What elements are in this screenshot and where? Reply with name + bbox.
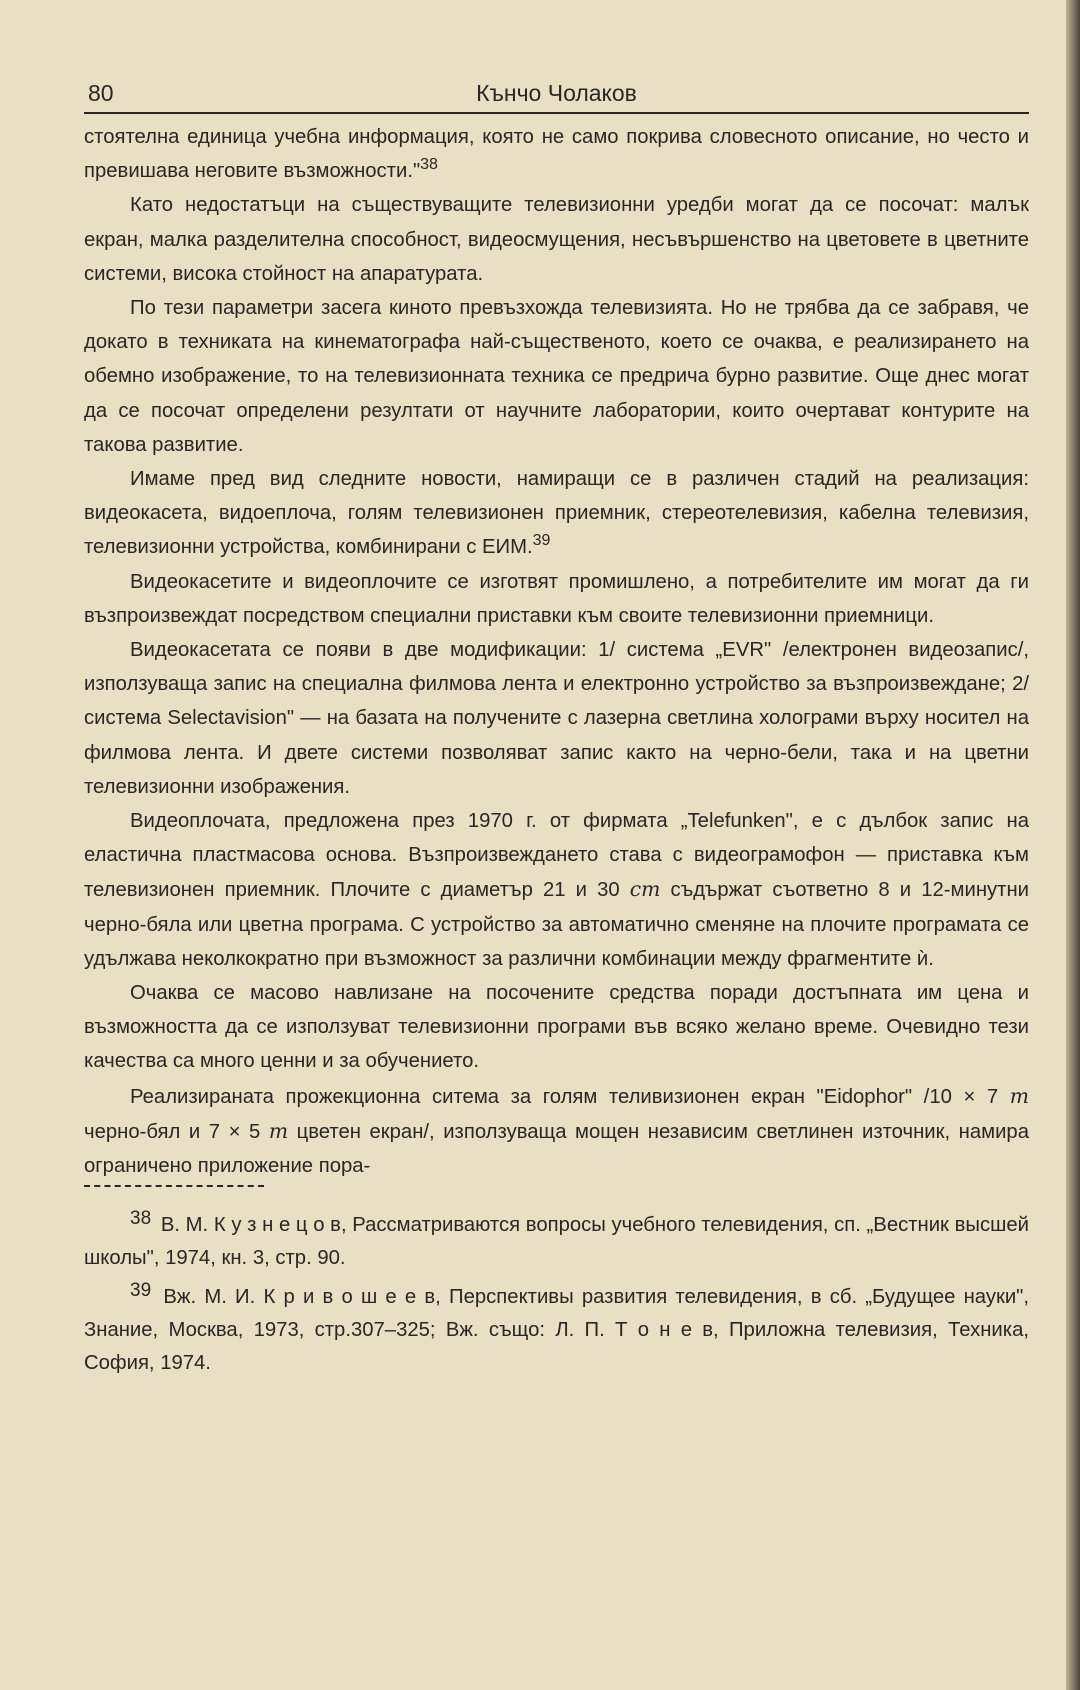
footnote-number: 39 bbox=[130, 1280, 152, 1302]
body-text bbox=[84, 120, 1029, 1183]
footnote-ref-39: 39 bbox=[532, 532, 551, 550]
unit-m: m bbox=[1009, 1083, 1029, 1108]
paragraph-continuation: стоятелна единица учебна информация, която не само покрива словесното описание, но често и превишава неговите възможности."$^{38}$ bbox=[84, 126, 1029, 183]
page-edge-shadow bbox=[1066, 0, 1080, 1690]
paragraph: Видеоплочата, предложена през 1970 г. от фирмата „Telefunken", е с дълбок запис на еластична пластмасова основа. Възпроизвеждането става с видеограмофон — приставка към телевизионен приемник. Плочите с диаметър 21 и 30 cm съдържат съответно 8 и 12-минутни черно-бяла или цветна програма. С устройство за автоматично сменяне на плочите програмата се удължава неколкократно при възможност за различни комбинации между фрагментите ѝ. bbox=[84, 810, 1029, 970]
footnote-39: 39 Вж. М. И. К р и в о ш е е в, Перспективы развития телевидения, в сб. „Будущее науки", Знание, Москва, 1973, стр.307–325; Вж. също: Л. П. Т о н е в, Приложна телевизия, Техника, София, 1974. bbox=[84, 1280, 1030, 1375]
paragraph: Като недостатъци на съществуващите телевизионни уредби могат да се посочат: малък екран, малка разделителна способност, видеосмущения, несъвършенство на цветовете в цветните системи, висока стойност на апаратурата. bbox=[84, 194, 1029, 285]
running-title: Кънчо Чолаков bbox=[476, 80, 637, 106]
paragraph: Имаме пред вид следните новости, намиращи се в различен стадий на реализация: видеокасета, видоеплоча, голям телевизионен приемник, стереотелевизия, кабелна телевизия, телевизионни устройства, комбинирани с ЕИМ.$^{39}$ bbox=[84, 468, 1029, 559]
footnote-38: 38 В. М. К у з н е ц о в, Рассматриваются вопросы учебного телевидения, сп. „Вестник высшей школы", 1974, кн. 3, стр. 90. bbox=[84, 1208, 1029, 1270]
paragraph: Видеокасетата се появи в две модификации: 1/ система „EVR" /електронен видеозапис/, използуваща запис на специална филмова лента и електронно устройство за възпроизвеждане; 2/ система Selectavision" — на базата на получените с лазерна светлина холограми върху носител на филмова лента. И двете системи позволяват запис както на черно-бели, така и на цветни телевизионни изображения. bbox=[84, 639, 1029, 798]
paragraph: Очаква се масово навлизане на посочените средства поради достъпната им цена и възможността да се използуват телевизионни програми във всяко желано време. Очевидно тези качества са много ценни и за обучението. bbox=[84, 982, 1029, 1073]
footnotes bbox=[84, 1209, 1029, 1380]
footnote-divider bbox=[84, 1185, 264, 1187]
paragraph: Видеокасетите и видеоплочите се изготвят промишлено, а потребителите им могат да ги възпроизвеждат посредством специални приставки към своите телевизионни приемници. bbox=[84, 570, 1029, 627]
unit-cm: cm bbox=[629, 877, 661, 902]
page-header bbox=[84, 76, 1029, 114]
book-page bbox=[84, 76, 1029, 1386]
footnote-number: 38 bbox=[130, 1208, 152, 1230]
footnote-ref-38: 38 bbox=[420, 156, 438, 174]
paragraph: Реализираната прожекционна ситема за голям теливизионен екран "Eidophor" /10 × 7 m черно-бял и 7 × 5 m цветен екран/, използуваща мощен независим светлинен източник, намира ограничено приложение пора- bbox=[84, 1083, 1029, 1178]
paragraph: По тези параметри засега киното превъзхожда телевизията. Но не трябва да се забравя, че докато в техниката на кинематографа най-същественото, което се очаква, е реализирането на обемно изображение, то на телевизионната техника се предрича бурно развитие. Още днес могат да се посочат определени резултати от научните лаборатории, които очертават контурите на такова развитие. bbox=[84, 297, 1029, 456]
page-number: 80 bbox=[88, 80, 114, 106]
unit-m: m bbox=[268, 1118, 289, 1143]
